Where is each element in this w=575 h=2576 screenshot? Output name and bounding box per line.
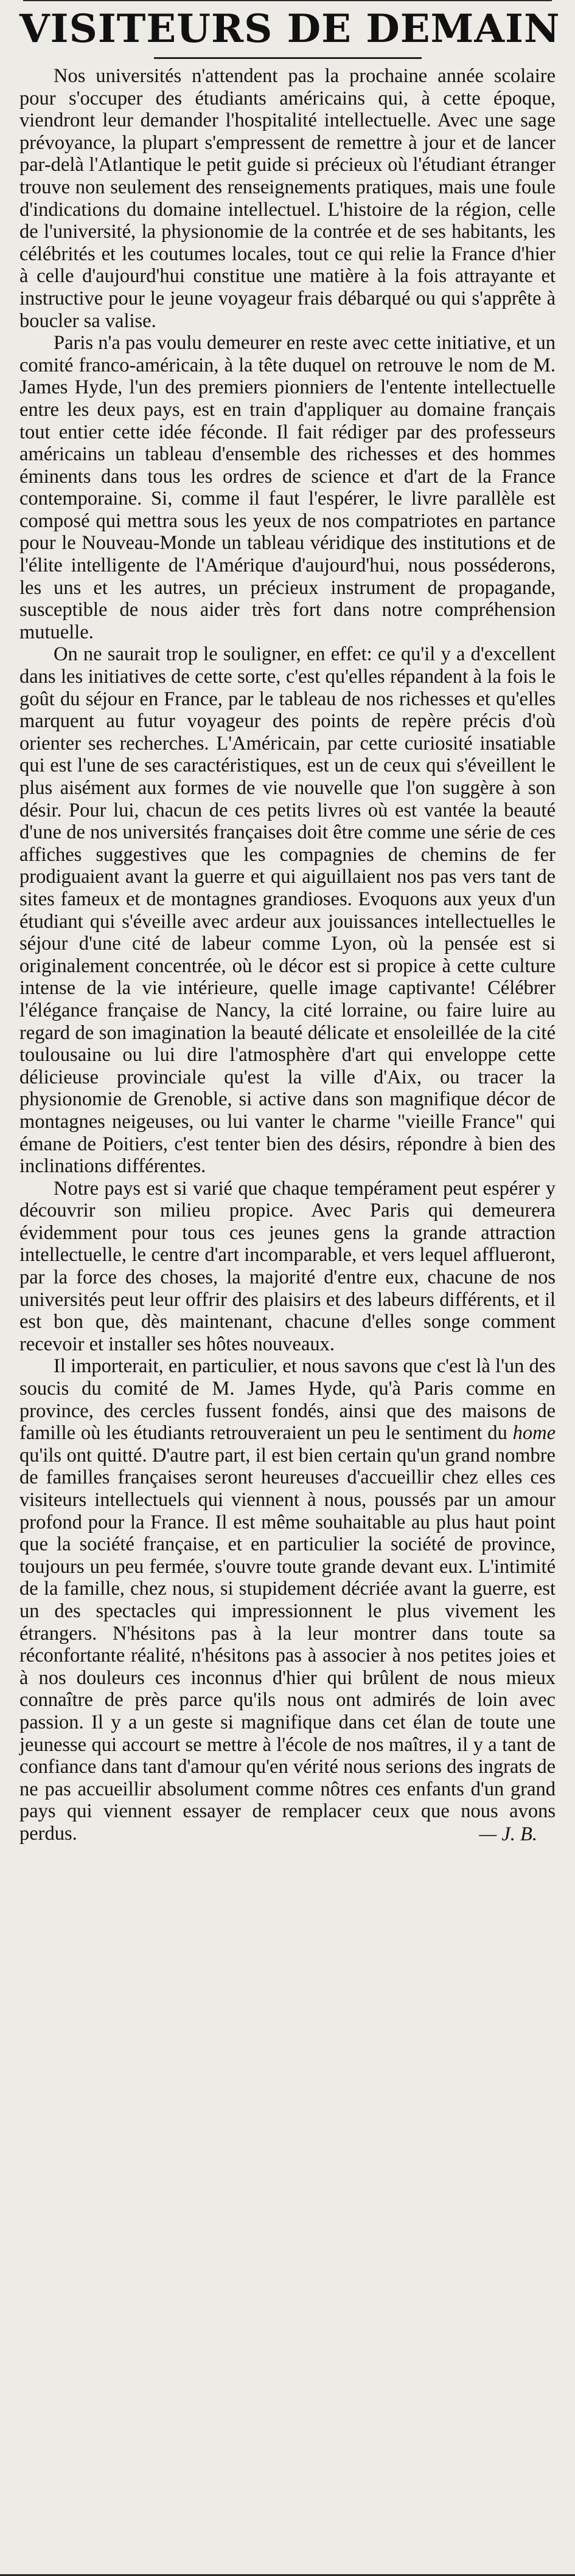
article-title: VISITEURS DE DEMAIN bbox=[19, 6, 560, 52]
paragraph-4-text: Notre pays est si varié que chaque tempérament peut espérer y découvrir son milieu propice. Avec Paris qui demeurera évidemment pour tous ces jeunes gens la grande attraction intellectuelle, le centre d'art incomparable, et vers lequel afflueront, par la force des choses, la majorité d'entre eux, chacune de nos universités peut leur offrir des plaisirs et des labeurs différents, et il est bon que, dès maintenant, chacune d'elles songe comment recevoir et installer ses hôtes nouveaux. bbox=[19, 1177, 556, 1355]
paragraph-1-text: Nos universités n'attendent pas la prochaine année scolaire pour s'occuper des étudiants américains qui, à cette époque, viendront leur demander l'hospitalité intellectuelle. Avec une sage prévoyance, la plupart s'empressent de remettre à jour et de lancer par-delà l'Atlantique le petit guide si précieux où l'étudiant étranger trouve non seulement des renseignements pratiques, mais une foule d'indications du domaine intellectuel. L'histoire de la région, celle de l'université, la physionomie de la contrée et de ses habitants, les célébrités et les coutumes locales, tout ce qui relie la France d'hier à celle d'aujourd'hui constitue une matière à la fois attrayante et instructive pour le jeune voyageur frais débarqué ou qui s'apprête à boucler sa valise. bbox=[19, 65, 556, 332]
paragraph-2-text: Paris n'a pas voulu demeurer en reste avec cette initiative, et un comité franco-américain, à la tête duquel on retrouve le nom de M. James Hyde, l'un des premiers pionniers de l'entente intellectuelle entre les deux pays, est en train d'appliquer au domaine français tout entier cette idée féconde. Il fait rédiger par des professeurs américains un tableau d'ensemble des richesses et des hommes éminents dans tous les ordres de science et d'art de la France contemporaine. Si, comme il faut l'espérer, le livre parallèle est composé qui mettra sous les yeux de nos compatriotes en partance pour le Nouveau-Monde un tableau véridique des institutions et de l'élite intelligente de l'Amérique d'aujourd'hui, nous posséderons, les uns et les autres, un précieux instrument de propagande, susceptible de nous aider très fort dans notre compréhension mutuelle. bbox=[19, 332, 556, 643]
title-rule bbox=[154, 57, 422, 59]
author-signature: — J. B. bbox=[479, 1823, 537, 1845]
paragraph-5-text-b: qu'ils ont quitté. D'autre part, il est bien certain qu'un grand nombre de familles françaises seront heureuses d'accueillir chez elles ces visiteurs intellectuels qui viennent à nous, poussés par un amour profond pour la France. Il est même souhaitable au plus haut point que la société française, et en particulier la société de province, toujours un peu fermée, s'ouvre toute grande devant eux. L'intimité de la famille, chez nous, si stupidement décriée avant la guerre, est un des spectacles qui impressionnent le plus vivement les étrangers. N'hésitons pas à la leur montrer dans toute sa réconfortante réalité, n'hésitons pas à associer à nos petites joies et à nos douleurs ces inconnus d'hier qui brûlent de nous mieux connaître de près parce qu'ils nous ont admirés de loin avec passion. Il y a un geste si magnifique dans cet élan de toute une jeunesse qui accourt se mettre à l'école de nos maîtres, il y a tant de confiance dans tant d'amour qu'en vérité nous serions des ingrats de ne pas accueillir absolument comme nôtres ces enfants d'un grand pays qui viennent essayer de remplacer ceux que nous avons perdus. bbox=[19, 1444, 556, 1845]
paragraph-3-text: On ne saurait trop le souligner, en effet: ce qu'il y a d'excellent dans les initiatives de cette sorte, c'est qu'elles répandent à la fois le goût du séjour en France, par le tableau de nos richesses et qu'elles marquent au futur voyageur des points de repère précis d'où orienter ses recherches. L'Américain, par cette curiosité insatiable qui est l'une de ses caractéristiques, est un de ceux qui s'éveillent le plus aisément aux formes de vie nouvelle que l'on suggère à son désir. Pour lui, chacun de ces petits livres où est vantée la beauté d'une de nos universités françaises doit être comme une série de ces affiches suggestives que les compagnies de chemins de fer prodiguaient avant la guerre et qui aiguillaient nos pas vers tant de sites fameux et de montagnes grandioses. Evoquons aux yeux d'un étudiant qui s'éveille avec ardeur aux jouissances intellectuelles le séjour d'une cité de labeur comme Lyon, où la pensée est si originalement concentrée, où le décor est si propice à cette culture intense de la vie intérieure, quelle image captivante! Célébrer l'élégance française de Nancy, la cité lorraine, ou faire luire au regard de son imagination la beauté délicate et ensoleillée de la cité toulousaine ou lui dire l'atmosphère d'art qui enveloppe cette délicieuse provinciale qu'est la ville d'Aix, ou tracer la physionomie de Grenoble, si active dans son magnifique décor de montagnes neigeuses, ou lui vanter le charme "vieille France" qui émane de Poitiers, c'est tenter bien des désirs, répondre à bien des inclinations différentes. bbox=[19, 643, 556, 1178]
paragraph-2 bbox=[19, 332, 556, 643]
article-body bbox=[19, 65, 556, 1845]
paragraph-1 bbox=[19, 65, 556, 332]
paragraph-5-text-a: Il importerait, en particulier, et nous savons que c'est là l'un des soucis du comité de M. James Hyde, qu'à Paris comme en province, des cercles fussent fondés, ainsi que des maisons de famille où les étudiants retrouveraient un peu le sentiment du bbox=[19, 1355, 556, 1445]
paragraph-4 bbox=[19, 1178, 556, 1356]
paragraph-3 bbox=[19, 643, 556, 1177]
top-rule bbox=[23, 0, 552, 4]
paragraph-5 bbox=[19, 1355, 556, 1845]
paragraph-5-italic-word: home bbox=[512, 1422, 556, 1445]
